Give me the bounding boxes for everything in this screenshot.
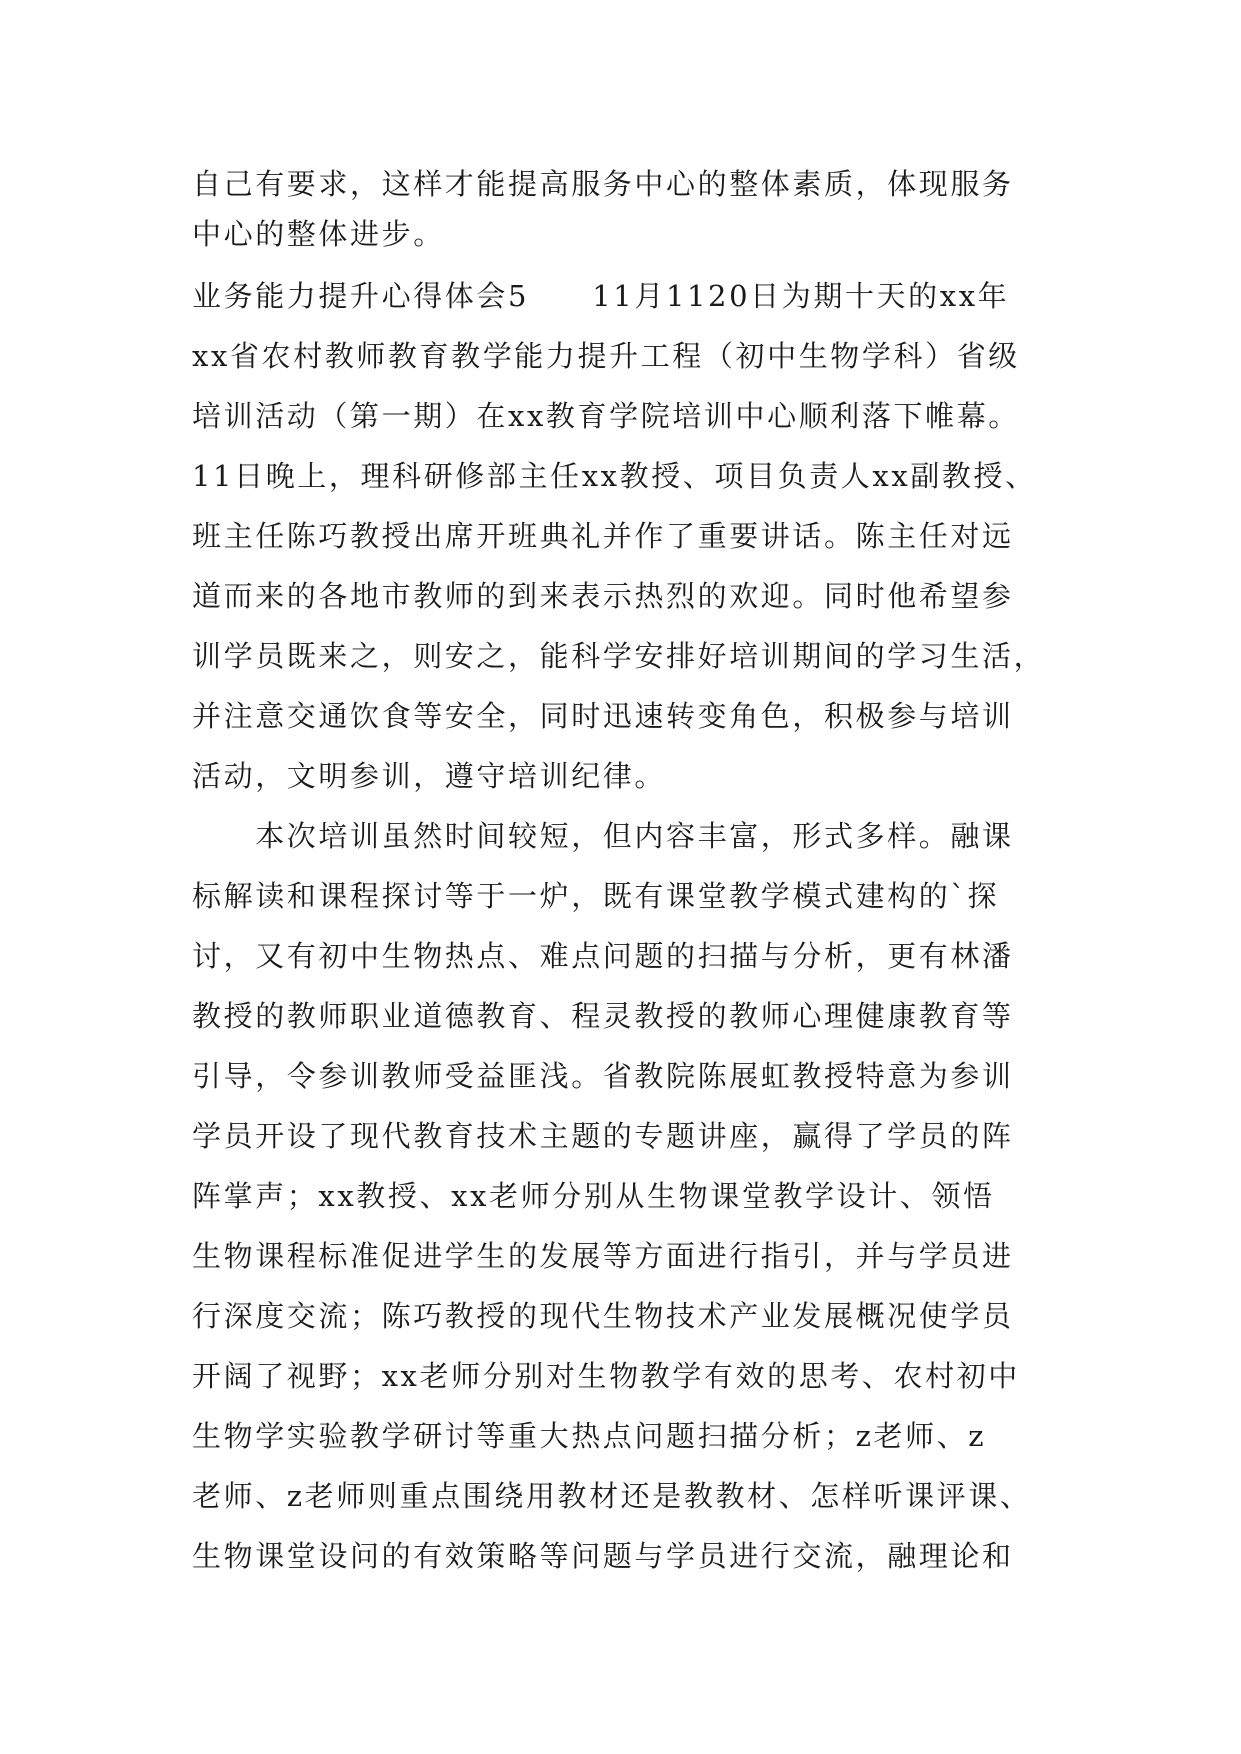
text-line: 老师、z老师则重点围绕用教材还是教教材、怎样听课评课、 xyxy=(192,1479,1032,1513)
text-line: 训学员既来之，则安之，能科学安排好培训期间的学习生活， xyxy=(192,639,1046,673)
text-line: 行深度交流；陈巧教授的现代生物技术产业发展概况使学员 xyxy=(192,1299,1014,1333)
text-line: 开阔了视野；xx老师分别对生物教学有效的思考、农村初中 xyxy=(192,1359,1020,1393)
text-line: 讨，又有初中生物热点、难点问题的扫描与分析，更有林潘 xyxy=(192,939,1014,973)
text-line: 班主任陈巧教授出席开班典礼并作了重要讲话。陈主任对远 xyxy=(192,519,1014,553)
section-heading-line: 业务能力提升心得体会5 11月1120日为期十天的xx年 xyxy=(192,279,1010,313)
text-line: 道而来的各地市教师的到来表示热烈的欢迎。同时他希望参 xyxy=(192,579,1014,613)
text-line: 教授的教师职业道德教育、程灵教授的教师心理健康教育等 xyxy=(192,999,1014,1033)
paragraph-start-line: 本次培训虽然时间较短，但内容丰富，形式多样。融课 xyxy=(192,819,1014,853)
text-line: 自己有要求，这样才能提高服务中心的整体素质，体现服务 xyxy=(192,167,1014,201)
text-line: xx省农村教师教育教学能力提升工程（初中生物学科）省级 xyxy=(192,339,1020,373)
text-line: 中心的整体进步。 xyxy=(192,217,445,251)
text-line: 生物课堂设问的有效策略等问题与学员进行交流，融理论和 xyxy=(192,1539,1014,1573)
text-line: 引导，令参训教师受益匪浅。省教院陈展虹教授特意为参训 xyxy=(192,1059,1014,1093)
text-line: 阵掌声；xx教授、xx老师分别从生物课堂教学设计、领悟 xyxy=(192,1179,995,1213)
text-line: 活动，文明参训，遵守培训纪律。 xyxy=(192,759,667,793)
text-line: 11日晚上，理科研修部主任xx教授、项目负责人xx副教授、 xyxy=(192,459,1037,493)
text-line: 培训活动（第一期）在xx教育学院培训中心顺利落下帷幕。 xyxy=(192,399,1020,433)
text-line: 生物课程标准促进学生的发展等方面进行指引，并与学员进 xyxy=(192,1239,1014,1273)
text-line: 标解读和课程探讨等于一炉，既有课堂教学模式建构的`探 xyxy=(192,879,1000,913)
text-line: 生物学实验教学研讨等重大热点问题扫描分析；z老师、z xyxy=(192,1419,987,1453)
text-line: 并注意交通饮食等安全，同时迅速转变角色，积极参与培训 xyxy=(192,699,1014,733)
text-line: 学员开设了现代教育技术主题的专题讲座，赢得了学员的阵 xyxy=(192,1119,1014,1153)
